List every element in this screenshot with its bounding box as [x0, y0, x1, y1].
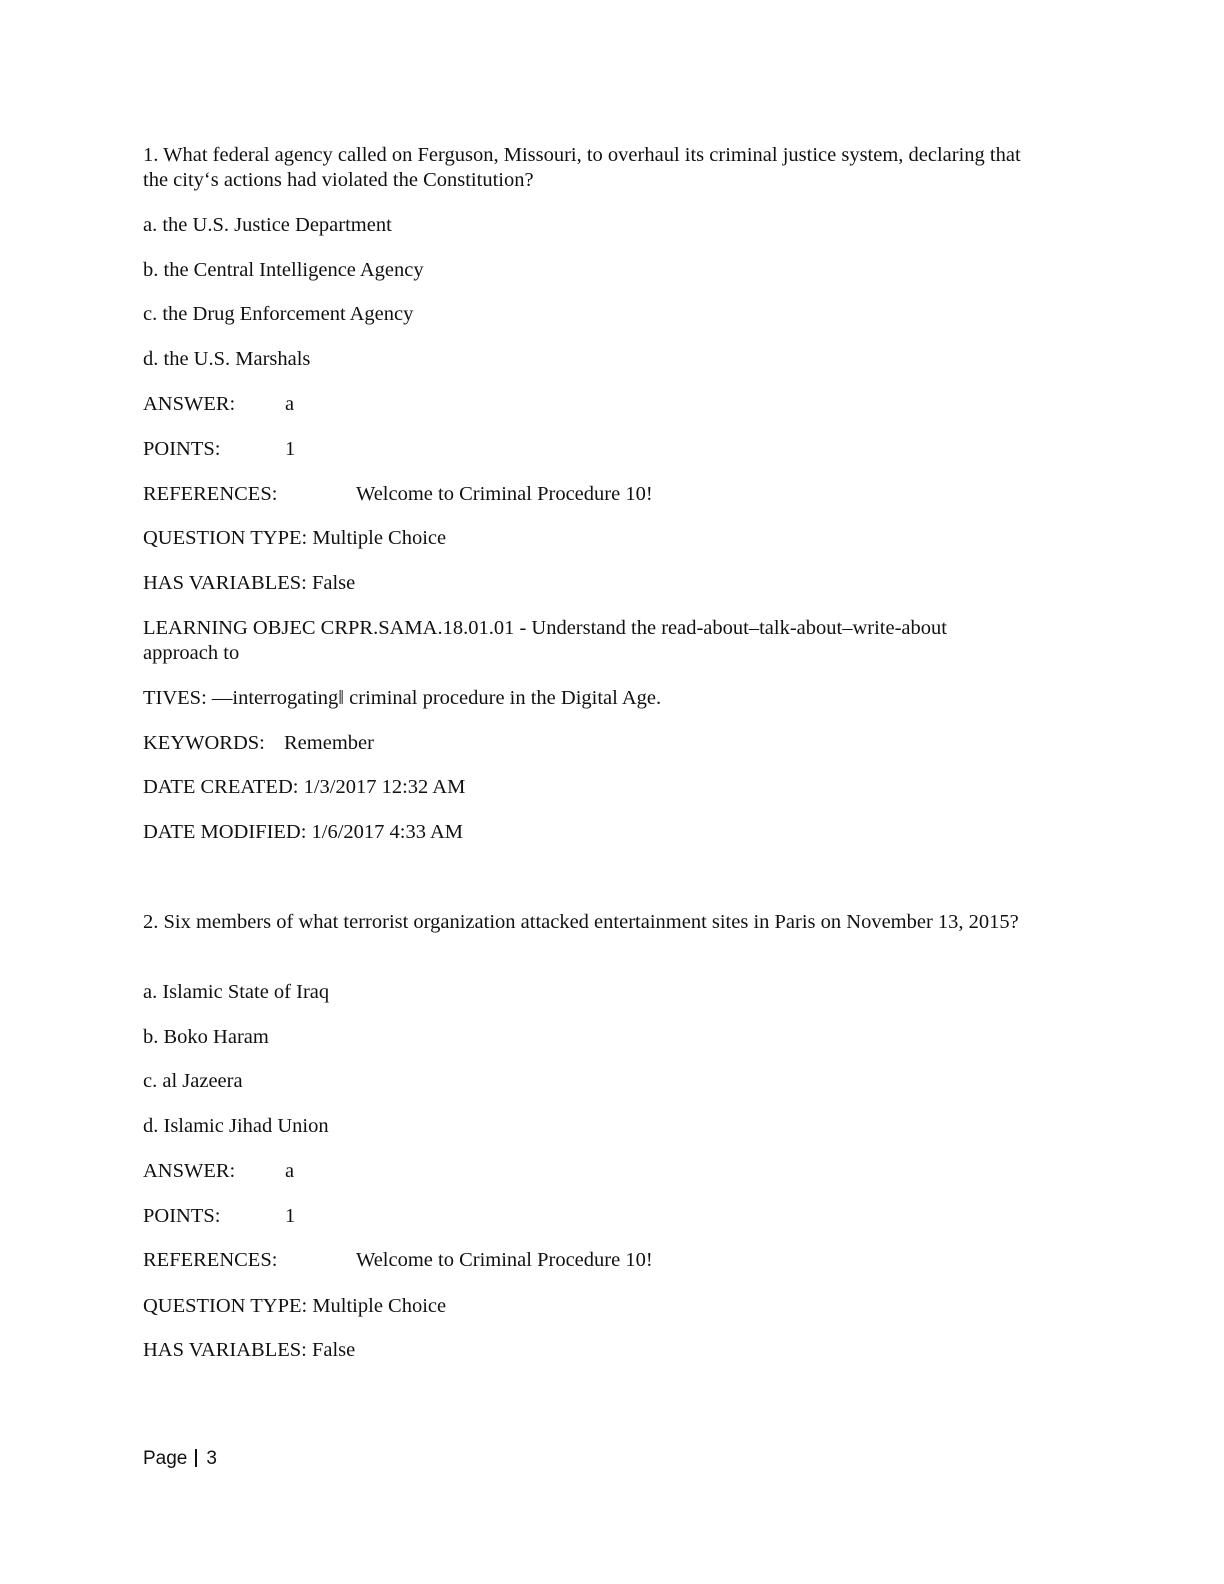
question-1-has-variables: HAS VARIABLES: False — [143, 572, 356, 594]
question-1-learning-objectives-line1-wrap — [143, 641, 239, 666]
question-2-answer-value: a — [285, 1160, 295, 1182]
question-2-text: 2. Six members of what terrorist organization attacked entertainment sites in Paris on November 13, 2015? — [143, 911, 1019, 933]
footer-separator — [195, 1449, 197, 1467]
question-1-option-b: b. the Central Intelligence Agency — [143, 259, 424, 281]
question-1-references-label: REFERENCES: — [143, 483, 278, 505]
question-1-references-value: Welcome to Criminal Procedure 10! — [356, 483, 653, 505]
question-1-option-c: c. the Drug Enforcement Agency — [143, 303, 414, 325]
question-1-answer-value: a — [285, 393, 295, 415]
question-1-option-d: d. the U.S. Marshals — [143, 348, 311, 370]
question-1-keywords-label: KEYWORDS: — [143, 732, 265, 754]
question-2-references-value: Welcome to Criminal Procedure 10! — [356, 1249, 653, 1271]
question-2-option-b: b. Boko Haram — [143, 1026, 269, 1048]
page-footer — [143, 1448, 217, 1470]
question-1-points-label: POINTS: — [143, 438, 221, 460]
question-1-date-created: DATE CREATED: 1/3/2017 12:32 AM — [143, 776, 466, 798]
question-1-keywords-value: Remember — [284, 732, 374, 754]
question-1-date-modified: DATE MODIFIED: 1/6/2017 4:33 AM — [143, 821, 464, 843]
question-2-points-value: 1 — [285, 1205, 296, 1227]
question-2-question-type: QUESTION TYPE: Multiple Choice — [143, 1295, 447, 1317]
question-2-option-a: a. Islamic State of Iraq — [143, 981, 330, 1003]
question-2-answer-label: ANSWER: — [143, 1160, 236, 1182]
learning-objectives-part-b: approach to — [143, 642, 240, 664]
question-1-answer-label: ANSWER: — [143, 393, 236, 415]
page-label: Page — [143, 1448, 188, 1469]
question-2-option-d: d. Islamic Jihad Union — [143, 1115, 329, 1137]
question-2-points-label: POINTS: — [143, 1205, 221, 1227]
question-2-has-variables: HAS VARIABLES: False — [143, 1339, 356, 1361]
question-1-learning-objectives-line1 — [143, 616, 947, 641]
question-1-text: 1. What federal agency called on Ferguson, Missouri, to overhaul its criminal justice system, declaring that the city‘s actions had violated the Constitution? — [143, 144, 1021, 191]
question-1-question-type: QUESTION TYPE: Multiple Choice — [143, 527, 447, 549]
question-1-points-value: 1 — [285, 438, 296, 460]
question-1-option-a: a. the U.S. Justice Department — [143, 214, 392, 236]
question-2-references-label: REFERENCES: — [143, 1249, 278, 1271]
learning-objectives-part-a: LEARNING OBJEC CRPR.SAMA.18.01.01 - Understand the read-about–talk-about–write-about — [143, 617, 947, 639]
question-1-learning-objectives-line2: TIVES: ―interrogating‖ criminal procedure in the Digital Age. — [143, 687, 662, 709]
question-2-option-c: c. al Jazeera — [143, 1070, 243, 1092]
page-number: 3 — [206, 1448, 217, 1469]
